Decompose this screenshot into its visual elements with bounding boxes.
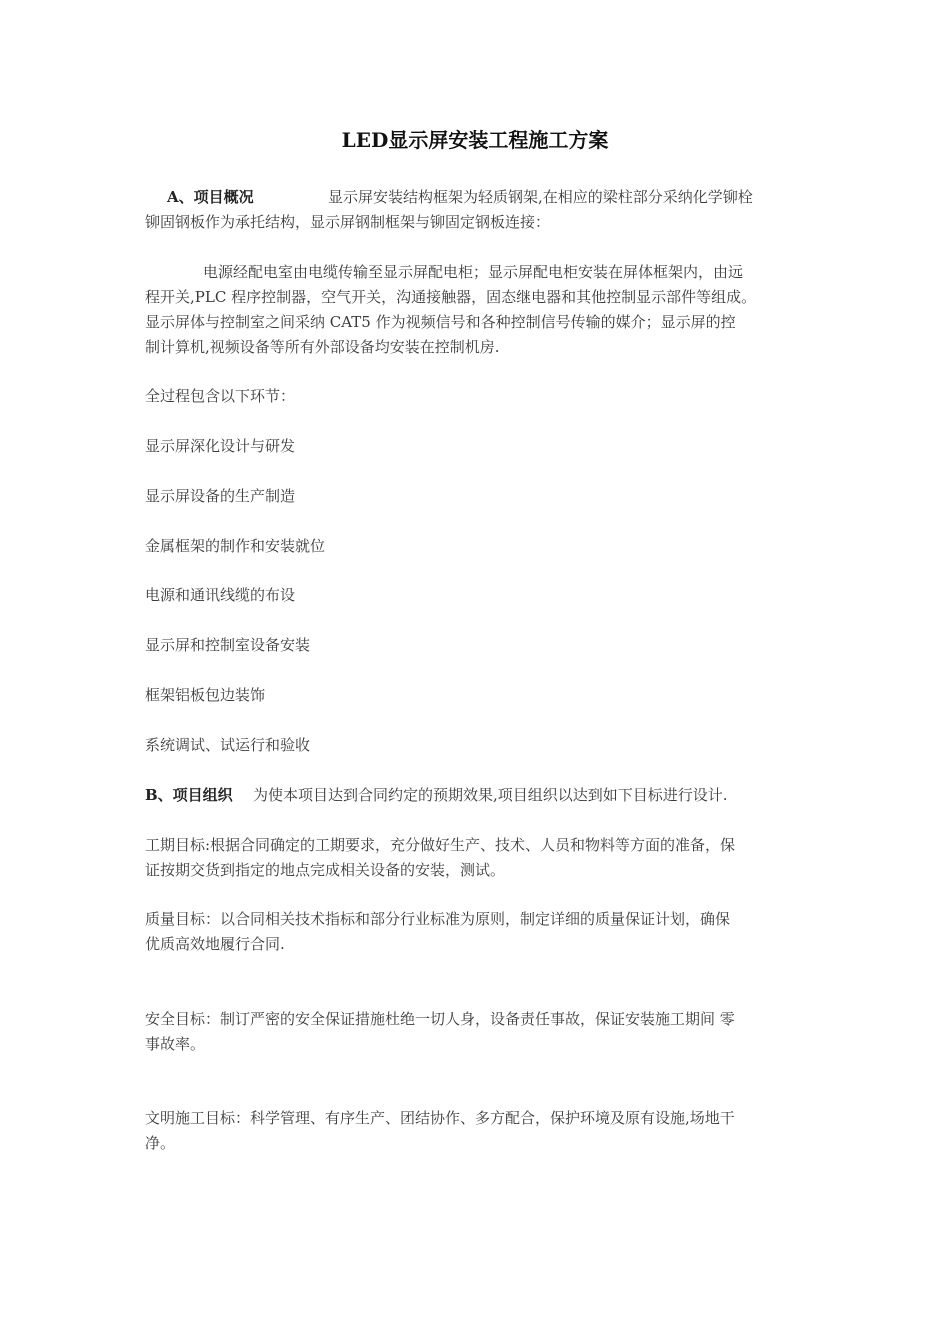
process-step: 系统调试、试运行和验收 xyxy=(145,736,311,754)
process-step: 框架铝板包边装饰 xyxy=(145,686,266,704)
power-para-line-4: 制计算机,视频设备等所有外部设备均安装在控制机房. xyxy=(145,338,500,356)
quality-goal-line-2: 优质高效地履行合同. xyxy=(145,935,285,953)
safety-goal-line-2: 事故率。 xyxy=(145,1035,206,1053)
section-b-text: 为使本项目达到合同约定的预期效果,项目组织以达到如下目标进行设计. xyxy=(253,786,728,804)
process-intro: 全过程包含以下环节： xyxy=(145,387,296,405)
schedule-goal-line-1: 工期目标:根据合同确定的工期要求，充分做好生产、技术、人员和物料等方面的准备，保 xyxy=(145,836,736,854)
power-para-line-1: 电源经配电室由电缆传输至显示屏配电柜；显示屏配电柜安装在屏体框架内，由远 xyxy=(203,263,744,281)
section-a-text-1: 显示屏安装结构框架为轻质钢架,在相应的梁柱部分采纳化学铆栓 xyxy=(328,188,753,206)
civilized-goal-line-1: 文明施工目标：科学管理、有序生产、团结协作、多方配合，保护环境及原有设施,场地干 xyxy=(145,1109,735,1127)
process-step: 显示屏设备的生产制造 xyxy=(145,487,296,505)
process-step: 显示屏深化设计与研发 xyxy=(145,437,296,455)
quality-goal-line-1: 质量目标：以合同相关技术指标和部分行业标准为原则，制定详细的质量保证计划，确保 xyxy=(145,910,731,928)
civilized-goal-line-2: 净。 xyxy=(145,1134,176,1152)
process-step: 电源和通讯线缆的布设 xyxy=(145,586,296,604)
document-title: LED显示屏安装工程施工方案 xyxy=(341,128,609,152)
safety-goal-line-1: 安全目标：制订严密的安全保证措施杜绝一切人身，设备责任事故，保证安装施工期间 零 xyxy=(145,1010,735,1028)
power-para-line-2: 程开关,PLC 程序控制器，空气开关，沟通接触器，固态继电器和其他控制显示部件等组成。 xyxy=(145,288,757,306)
schedule-goal-line-2: 证按期交货到指定的地点完成相关设备的安装，测试。 xyxy=(145,861,506,879)
process-step: 显示屏和控制室设备安装 xyxy=(145,636,311,654)
section-a-heading: A、项目概况 xyxy=(167,188,254,206)
power-para-line-3: 显示屏体与控制室之间采纳 CAT5 作为视频信号和各种控制信号传输的媒介；显示屏的控 xyxy=(145,313,736,331)
section-b-heading: B、项目组织 xyxy=(145,786,233,804)
section-b-line xyxy=(145,783,825,808)
section-a-text-2: 铆固钢板作为承托结构，显示屏钢制框架与铆固定钢板连接： xyxy=(145,213,551,231)
process-step: 金属框架的制作和安装就位 xyxy=(145,537,326,555)
section-a-line-1 xyxy=(145,185,825,210)
